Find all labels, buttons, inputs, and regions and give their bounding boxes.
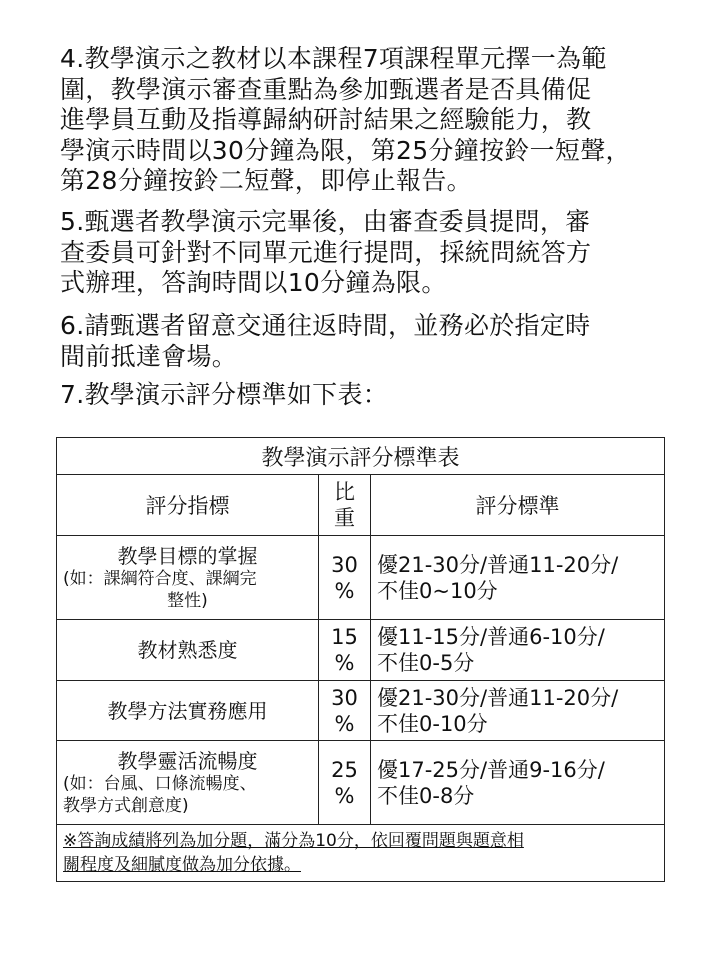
text-line: 6.請甄選者留意交通往返時間，並務必於指定時 — [60, 311, 591, 340]
text-line: 4.教學演示之教材以本課程7項課程單元擇一為範 — [60, 44, 607, 73]
indicator-title: 教材熟悉度 — [137, 638, 238, 662]
paragraph-item-4 — [60, 44, 670, 197]
table-caption: 教學演示評分標準表 — [57, 438, 665, 475]
indicator-title: 教學靈活流暢度 — [117, 748, 258, 773]
weight-cell — [319, 536, 371, 620]
standard-line: 不佳0-8分 — [377, 783, 475, 808]
weight-cell — [319, 741, 371, 825]
standard-cell — [371, 620, 665, 681]
table-row — [57, 681, 665, 741]
weight-percent: % — [334, 783, 355, 808]
scoring-table — [56, 437, 665, 882]
weight-number: 30 — [331, 552, 358, 577]
indicator-cell — [57, 681, 319, 741]
standard-cell — [371, 741, 665, 825]
text-line: 學演示時間以30分鐘為限，第25分鐘按鈴一短聲， — [60, 135, 631, 165]
indicator-note: 教學方式創意度) — [63, 795, 189, 816]
text-line: 5.甄選者教學演示完畢後，由審查委員提問，審 — [60, 207, 591, 236]
standard-line: 優11-15分/普通6-10分/ — [377, 625, 605, 649]
standard-line: 優21-30分/普通11-20分/ — [377, 685, 619, 710]
indicator-note: (如：課綱符合度、課綱完 — [63, 568, 257, 589]
text-line: 第28分鐘按鈴二短聲，即停止報告。 — [60, 166, 472, 195]
header-weight-line: 重 — [334, 506, 355, 530]
table-row — [57, 741, 665, 825]
standard-line: 不佳0-10分 — [377, 711, 488, 736]
standard-line: 不佳0-5分 — [377, 651, 475, 675]
weight-number: 15 — [331, 625, 358, 649]
text-line: 查委員可針對不同單元進行提問，採統問統答方 — [60, 237, 592, 267]
paragraph-item-5 — [60, 207, 670, 299]
standard-cell — [371, 536, 665, 620]
indicator-cell — [57, 741, 319, 825]
standard-line: 不佳0~10分 — [377, 578, 498, 603]
text-line: 間前抵達會場。 — [60, 341, 238, 371]
weight-cell — [319, 620, 371, 681]
indicator-note: (如：台風、口條流暢度、 — [63, 773, 257, 794]
indicator-title: 教學目標的掌握 — [117, 543, 258, 568]
paragraph-item-6 — [60, 311, 670, 372]
weight-percent: % — [334, 711, 355, 736]
weight-cell — [319, 681, 371, 741]
indicator-cell — [57, 620, 319, 681]
paragraph-item-7 — [60, 380, 670, 411]
table-row — [57, 536, 665, 620]
text-line: 進學員互動及指導歸納研討結果之經驗能力，教 — [60, 105, 592, 134]
header-standard: 評分標準 — [371, 475, 665, 536]
indicator-note: 整性) — [167, 590, 208, 611]
header-indicator: 評分指標 — [57, 475, 319, 536]
weight-percent: % — [334, 578, 355, 603]
text-line: 式辦理，答詢時間以10分鐘為限。 — [60, 268, 447, 297]
indicator-cell — [57, 536, 319, 620]
weight-number: 30 — [331, 685, 358, 710]
footnote-line: 關程度及細膩度做為加分依據。 — [63, 855, 301, 875]
header-weight — [319, 475, 371, 536]
text-line: 圍，教學演示審查重點為參加甄選者是否具備促 — [60, 74, 592, 104]
indicator-title: 教學方法實務應用 — [107, 698, 268, 723]
text-line: 7.教學演示評分標準如下表： — [60, 380, 389, 409]
weight-number: 25 — [331, 757, 358, 782]
table-row — [57, 620, 665, 681]
standard-line: 優21-30分/普通11-20分/ — [377, 552, 619, 577]
footnote-line: ※答詢成績將列為加分題，滿分為10分，依回覆問題與題意相 — [63, 831, 524, 851]
header-weight-line: 比 — [334, 480, 355, 504]
standard-line: 優17-25分/普通9-16分/ — [377, 757, 605, 782]
weight-percent: % — [334, 651, 355, 675]
standard-cell — [371, 681, 665, 741]
table-footnote — [57, 825, 665, 882]
